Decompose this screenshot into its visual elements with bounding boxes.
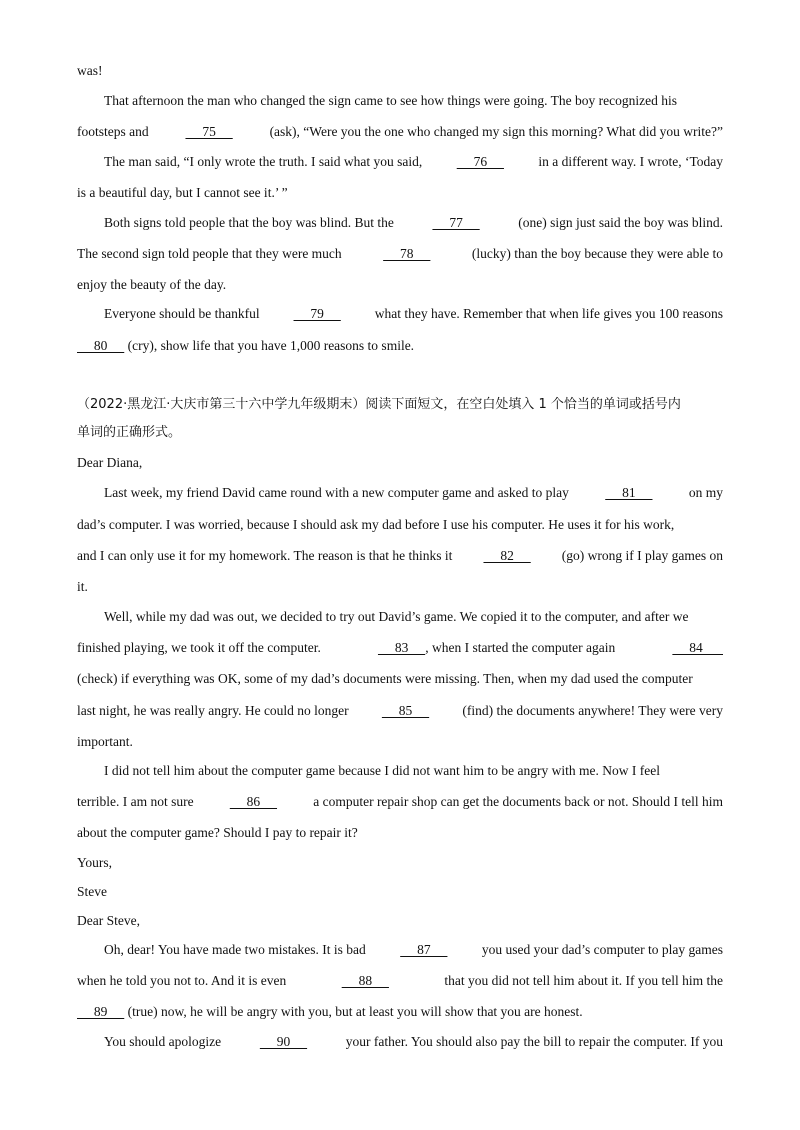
blank-85[interactable]: 85 — [381, 703, 430, 718]
text-line — [104, 484, 723, 502]
text-line: about the computer game? Should I pay to repair it? — [77, 825, 358, 840]
blank-78[interactable]: 78 — [383, 246, 431, 261]
blank-87[interactable]: 87 — [400, 942, 448, 957]
text-line — [104, 608, 723, 626]
text-line — [77, 793, 723, 811]
paragraph-text: Both signs told people that the boy was blind. But the — [104, 215, 394, 230]
blank-79[interactable]: 79 — [293, 306, 341, 321]
paragraph-text: That afternoon the man who changed the sign came to see how things were going. The boy recognized his — [104, 93, 677, 108]
text-line — [104, 214, 723, 232]
paragraph-text: a computer repair shop can get the documents back or not. Should I tell him — [313, 794, 723, 809]
question-heading: （2022·黑龙江·大庆市第三十六中学九年级期末）阅读下面短文，在空白处填入 1 个恰当的单词或括号内 — [77, 397, 681, 412]
text-line — [77, 1003, 723, 1021]
paragraph-text: you used your dad’s computer to play games — [481, 942, 723, 957]
paragraph-text: that you did not tell him about it. If you tell him the — [444, 973, 723, 988]
paragraph-text: last night, he was really angry. He could no longer — [77, 703, 349, 718]
letter-salutation: Dear Steve, — [77, 913, 140, 928]
text-line: it. — [77, 579, 88, 594]
text-line — [77, 547, 723, 565]
question-heading: 单词的正确形式。 — [77, 425, 182, 440]
paragraph-text: (lucky) than the boy because they were able to — [471, 246, 723, 261]
paragraph-text: finished playing, we took it off the computer. — [77, 640, 321, 655]
paragraph-text: I did not tell him about the computer game because I did not want him to be angry with me. Now I feel — [104, 763, 660, 778]
paragraph-text: (find) the documents anywhere! They were very — [462, 703, 723, 718]
paragraph-text: what they have. Remember that when life gives you 100 reasons — [374, 306, 723, 321]
letter-closing: Yours, — [77, 855, 113, 870]
text-line — [104, 153, 723, 171]
text-line — [104, 941, 723, 959]
text-line: was! — [77, 63, 103, 78]
paragraph-text: in a different way. I wrote, ‘Today — [538, 154, 723, 169]
paragraph-text: (one) sign just said the boy was blind. — [518, 215, 723, 230]
paragraph-text: on my — [688, 485, 723, 500]
letter-signature: Steve — [77, 884, 107, 899]
paragraph-text: Everyone should be thankful — [104, 306, 260, 321]
text-line — [104, 762, 723, 780]
paragraph-text: your father. You should also pay the bill to repair the computer. If you — [345, 1034, 723, 1049]
blank-82[interactable]: 82 — [483, 548, 531, 563]
text-line: enjoy the beauty of the day. — [77, 277, 227, 292]
text-line — [77, 516, 723, 534]
paragraph-text: (go) wrong if I play games on — [561, 548, 723, 563]
blank-83[interactable]: 83 — [377, 640, 426, 655]
paragraph-text: terrible. I am not sure — [77, 794, 194, 809]
text-line — [77, 639, 723, 657]
blank-80[interactable]: 80 — [77, 338, 125, 353]
paragraph-text: (true) now, he will be angry with you, but at least you will show that you are honest. — [127, 1004, 583, 1019]
paragraph-text: (check) if everything was OK, some of my dad’s documents were missing. Then, when my dad used the computer — [77, 671, 693, 686]
paragraph-text: , when I started the computer again — [425, 640, 616, 655]
letter-salutation: Dear Diana, — [77, 455, 143, 470]
text-line — [104, 92, 723, 110]
paragraph-text: and I can only use it for my homework. The reason is that he thinks it — [77, 548, 453, 563]
blank-90[interactable]: 90 — [259, 1034, 308, 1049]
text-line — [77, 972, 723, 990]
text-line — [77, 245, 723, 263]
paragraph-text: (ask), “Were you the one who changed my sign this morning? What did you write?” — [269, 124, 723, 139]
paragraph-text: when he told you not to. And it is even — [77, 973, 287, 988]
paragraph-text: The man said, “I only wrote the truth. I said what you said, — [104, 154, 423, 169]
paragraph-text: The second sign told people that they were much — [77, 246, 342, 261]
text-line — [77, 670, 723, 688]
paragraph-text: (cry), show life that you have 1,000 reasons to smile. — [127, 338, 415, 353]
blank-81[interactable]: 81 — [605, 485, 653, 500]
text-line — [104, 1033, 723, 1051]
paragraph-text: dad’s computer. I was worried, because I should ask my dad before I use his computer. He uses it for his work, — [77, 517, 675, 532]
paragraph-text: You should apologize — [104, 1034, 222, 1049]
blank-84[interactable]: 84 — [672, 640, 723, 655]
text-line: is a beautiful day, but I cannot see it.’ ” — [77, 185, 288, 200]
text-line — [77, 702, 723, 720]
blank-86[interactable]: 86 — [229, 794, 278, 809]
blank-75[interactable]: 75 — [185, 124, 233, 139]
text-line — [77, 123, 723, 141]
text-line — [104, 305, 723, 323]
blank-76[interactable]: 76 — [456, 154, 504, 169]
blank-88[interactable]: 88 — [341, 973, 389, 988]
paragraph-text: Well, while my dad was out, we decided to try out David’s game. We copied it to the computer, and after we — [104, 609, 689, 624]
paragraph-text: Last week, my friend David came round with a new computer game and asked to play — [104, 485, 569, 500]
text-line — [77, 337, 723, 355]
paragraph-text: Oh, dear! You have made two mistakes. It is bad — [104, 942, 366, 957]
paragraph-text: footsteps and — [77, 124, 149, 139]
blank-77[interactable]: 77 — [432, 215, 480, 230]
text-line: important. — [77, 734, 133, 749]
blank-89[interactable]: 89 — [77, 1004, 125, 1019]
